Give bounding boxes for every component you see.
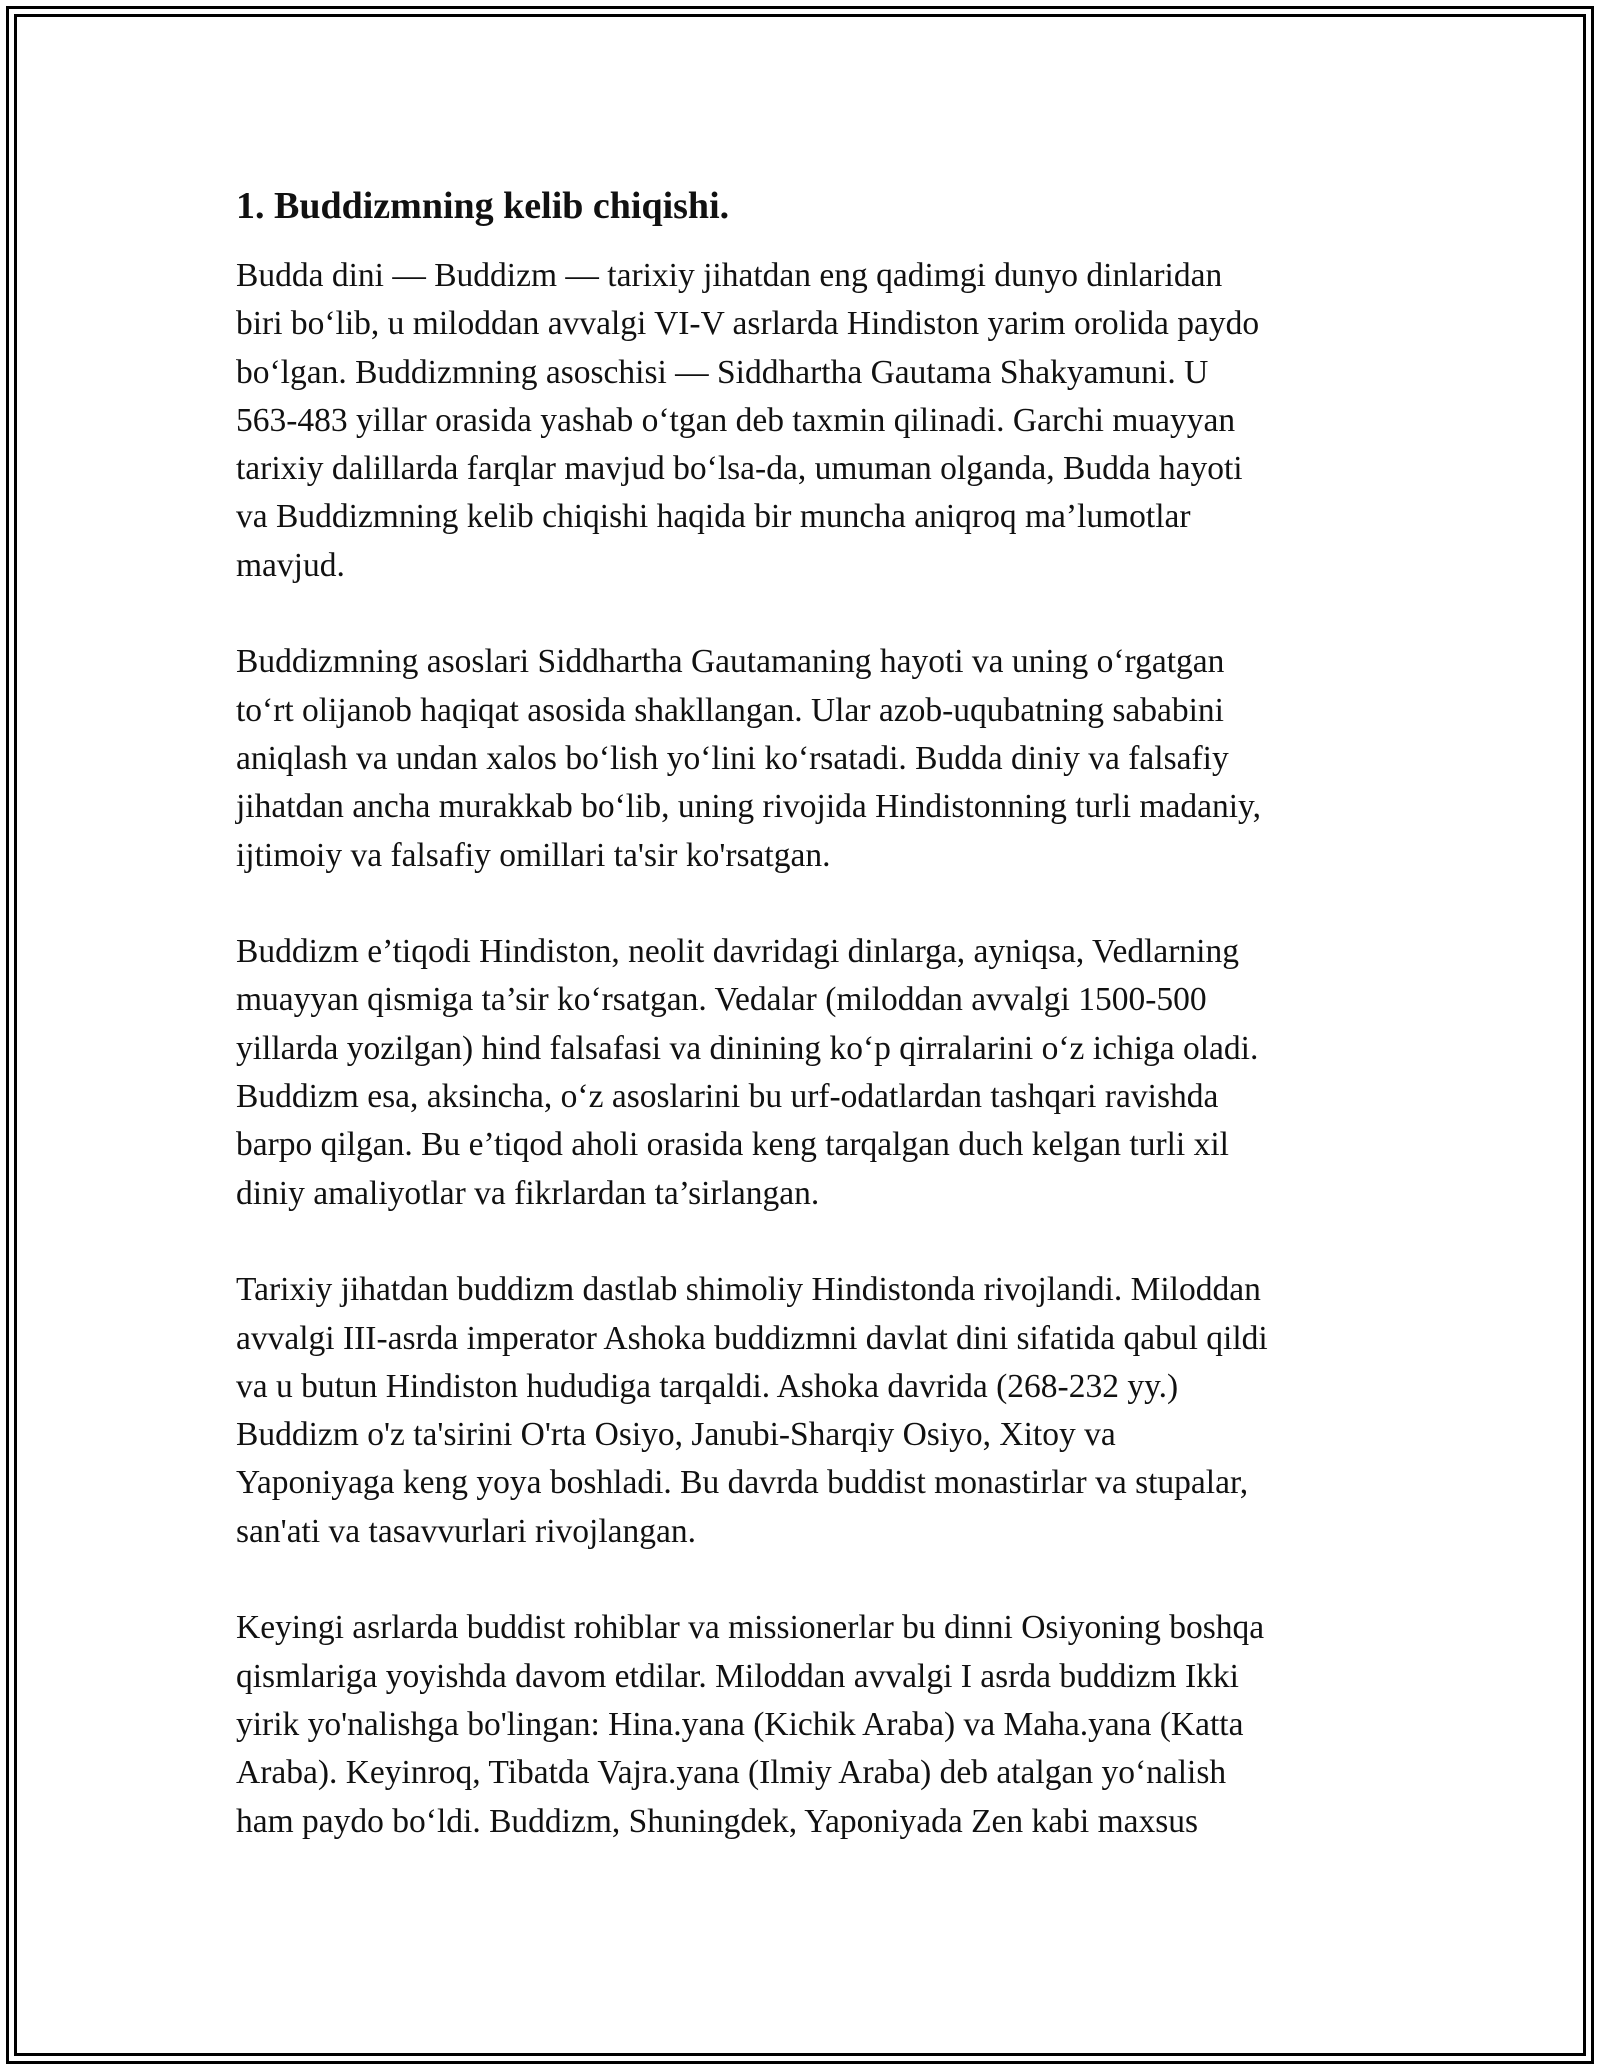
paragraph-2: Buddizmning asoslari Siddhartha Gautamaning hayoti va uning o‘rgatgan to‘rt olijanob haqiqat asosida shakllangan. Ular azob-uqubatning sababini aniqlash va undan xalos bo‘lish yo‘lini ko‘rsatadi. Budda diniy va falsafiy jihatdan ancha murakkab bo‘lib, uning rivojida Hindistonning turli madaniy, ijtimoiy va falsafiy omillari ta'sir ko'rsatgan.: [236, 643, 1261, 874]
document-body: [236, 182, 1376, 1894]
section-heading: 1. Buddizmning kelib chiqishi.: [236, 185, 730, 227]
paragraph-3: Buddizm e’tiqodi Hindiston, neolit davridagi dinlarga, ayniqsa, Vedlarning muayyan qismiga ta’sir ko‘rsatgan. Vedalar (miloddan avvalgi 1500-500 yillarda yozilgan) hind falsafasi va dinining ko‘p qirralarini o‘z ichiga oladi. Buddizm esa, aksincha, o‘z asoslarini bu urf-odatlardan tashqari ravishda barpo qilgan. Bu e’tiqod aholi orasida keng tarqalgan duch kelgan turli xil diniy amaliyotlar va fikrlardan ta’sirlangan.: [236, 933, 1259, 1212]
paragraph-4: Tarixiy jihatdan buddizm dastlab shimoliy Hindistonda rivojlandi. Miloddan avvalgi III-asrda imperator Ashoka buddizmni davlat dini sifatida qabul qildi va u butun Hindiston hududiga tarqaldi. Ashoka davrida (268-232 yy.) Buddizm o'z ta'sirini O'rta Osiyo, Janubi-Sharqiy Osiyo, Xitoy va Yaponiyaga keng yoya boshladi. Bu davrda buddist monastirlar va stupalar, san'ati va tasavvurlari rivojlangan.: [236, 1271, 1268, 1550]
paragraph-5: Keyingi asrlarda buddist rohiblar va missionerlar bu dinni Osiyoning boshqa qismlariga yoyishda davom etdilar. Miloddan avvalgi I asrda buddizm Ikki yirik yo'nalishga bo'lingan: Hina.yana (Kichik Araba) va Maha.yana (Katta Araba). Keyinroq, Tibatda Vajra.yana (Ilmiy Araba) deb atalgan yo‘nalish ham paydo bo‘ldi. Buddizm, Shuningdek, Yaponiyada Zen kabi maxsus: [236, 1609, 1265, 1840]
paragraph-1: Budda dini — Buddizm — tarixiy jihatdan eng qadimgi dunyo dinlaridan biri bo‘lib, u miloddan avvalgi VI-V asrlarda Hindiston yarim orolida paydo bo‘lgan. Buddizmning asoschisi — Siddhartha Gautama Shakyamuni. U 563-483 yillar orasida yashab o‘tgan deb taxmin qilinadi. Garchi muayyan tarixiy dalillarda farqlar mavjud bo‘lsa-da, umuman olganda, Budda hayoti va Buddizmning kelib chiqishi haqida bir muncha aniqroq ma’lumotlar mavjud.: [236, 257, 1260, 584]
